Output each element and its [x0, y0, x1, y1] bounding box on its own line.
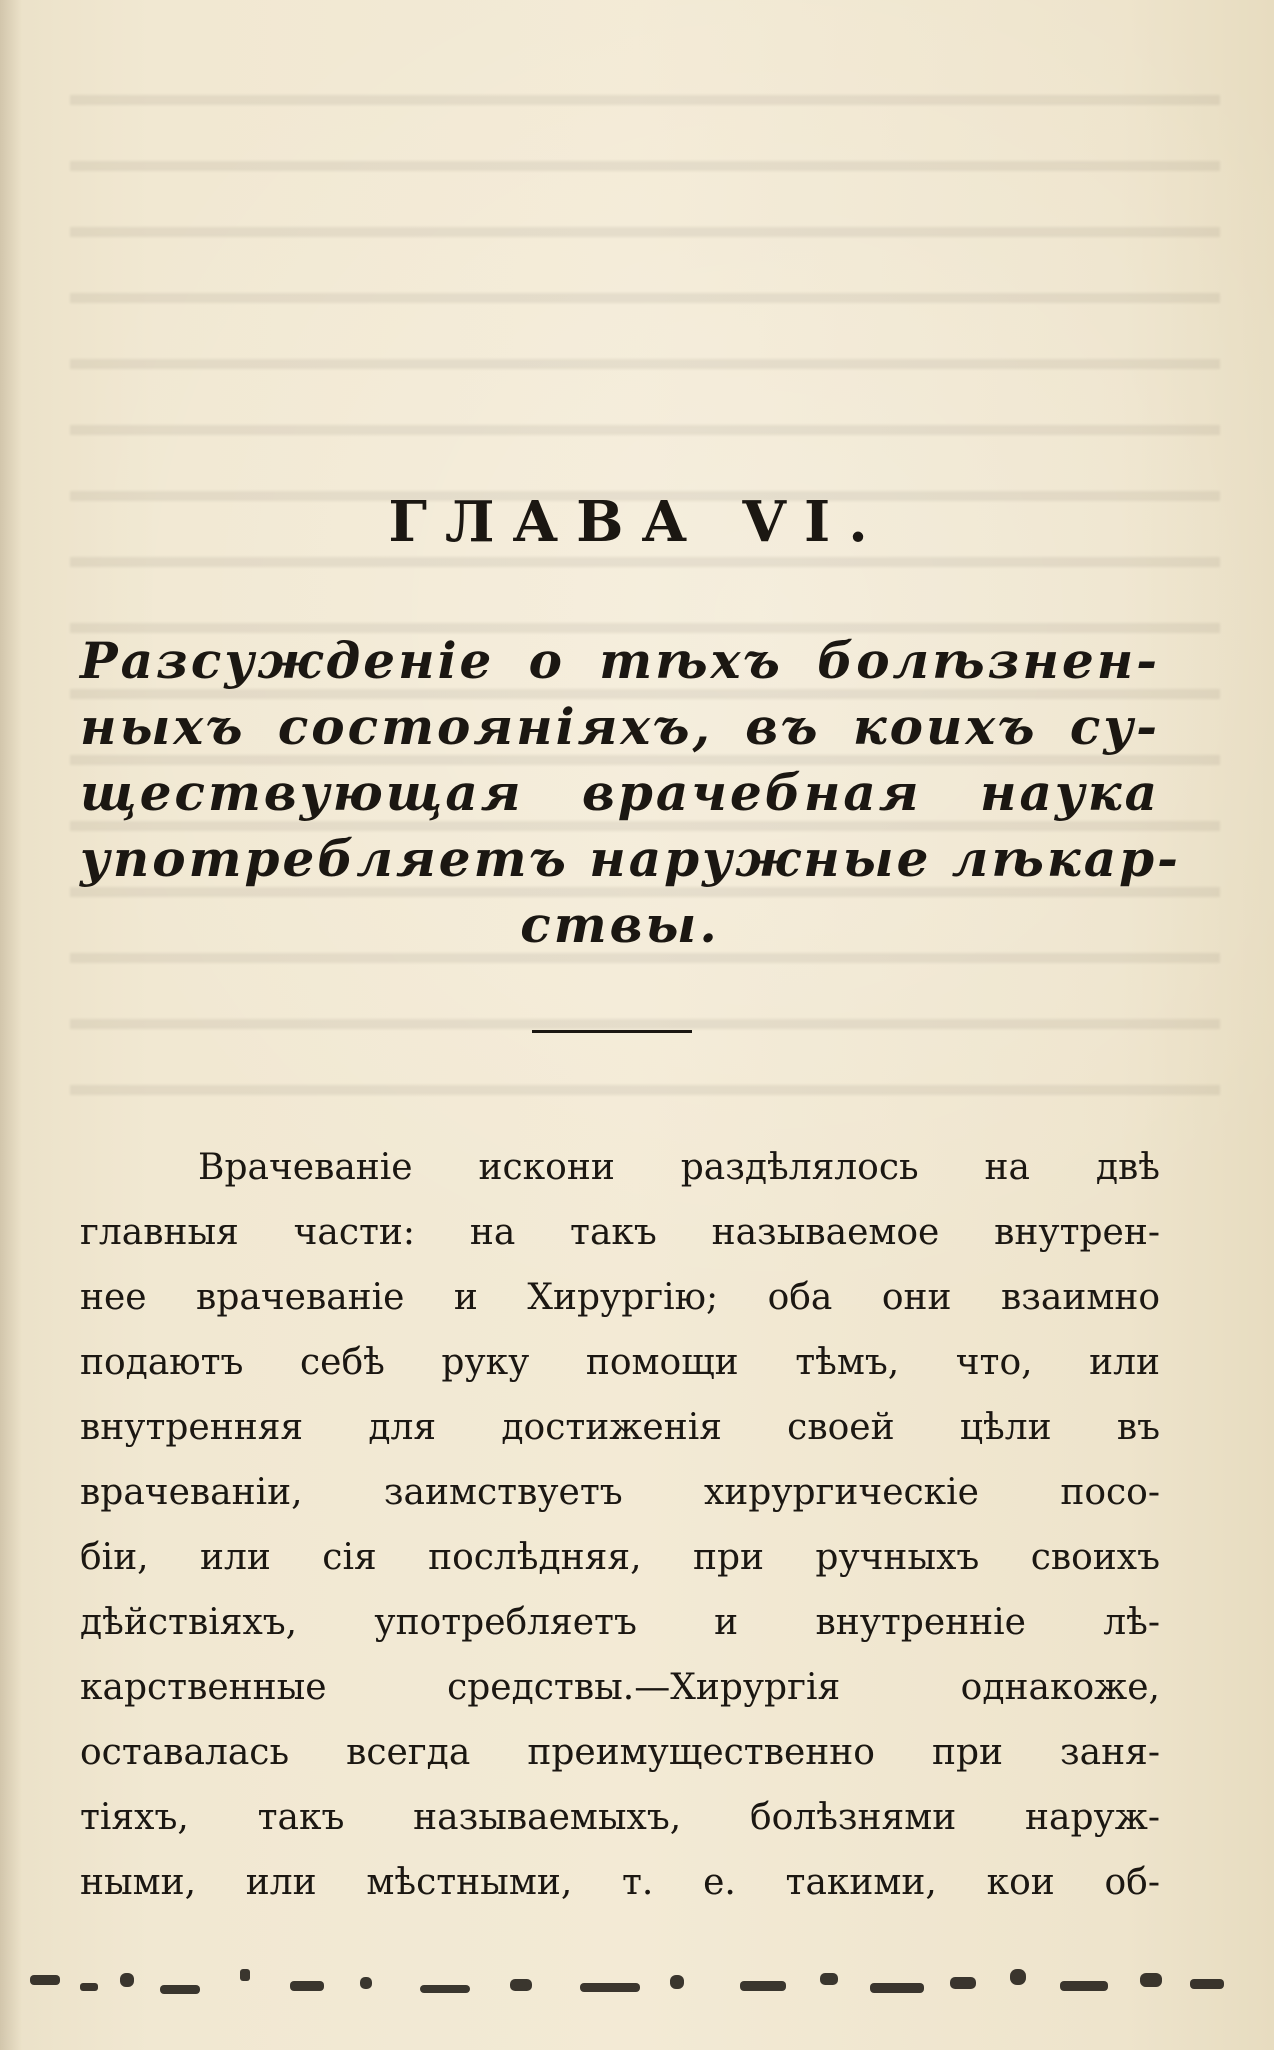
- subtitle-line: ныхъ состояніяхъ, въ коихъ су-: [80, 697, 1160, 756]
- subtitle-line: ствы.: [520, 895, 720, 954]
- paragraph-line: внутренняя для достиженія своей цѣли въ: [80, 1407, 1160, 1448]
- chapter-heading: ГЛАВА VI.: [388, 489, 886, 555]
- cut-off-next-line: [20, 1955, 1250, 2025]
- section-divider: [532, 1030, 692, 1033]
- subtitle-line: Разсужденіе о тѣхъ болѣзнен-: [80, 631, 1160, 690]
- paragraph-line: нее врачеваніе и Хирургію; оба они взаимно: [80, 1277, 1160, 1318]
- paragraph-line: тіяхъ, такъ называемыхъ, болѣзнями наруж-: [80, 1797, 1160, 1838]
- paragraph-line: ными, или мѣстными, т. е. такими, кои об-: [80, 1862, 1160, 1903]
- paragraph-line: подаютъ себѣ руку помощи тѣмъ, что, или: [80, 1342, 1160, 1383]
- paragraph-line: дѣйствіяхъ, употребляетъ и внутренніе лѣ-: [80, 1602, 1160, 1643]
- ink-fragments-graphic: [20, 1955, 1250, 2025]
- body-paragraph: [80, 1135, 1160, 1915]
- subtitle-line: употребляетъ наружные лѣкар-: [80, 829, 1181, 888]
- paragraph-line: главныя части: на такъ называемое внутрен-: [80, 1212, 1160, 1253]
- paragraph-line: карственные средствы.—Хирургія однакоже,: [80, 1667, 1160, 1708]
- page-spine-shadow: [0, 0, 22, 2050]
- subtitle-line: ществующая врачебная наука: [80, 763, 1160, 822]
- chapter-subtitle: [80, 628, 1181, 958]
- paragraph-line: оставалась всегда преимущественно при заня-: [80, 1732, 1160, 1773]
- paragraph-line: врачеваніи, заимствуетъ хирургическіе посо-: [80, 1472, 1160, 1513]
- paragraph-line: Врачеваніе искони раздѣлялось на двѣ: [198, 1147, 1160, 1188]
- paragraph-line: біи, или сія послѣдняя, при ручныхъ своихъ: [80, 1537, 1160, 1578]
